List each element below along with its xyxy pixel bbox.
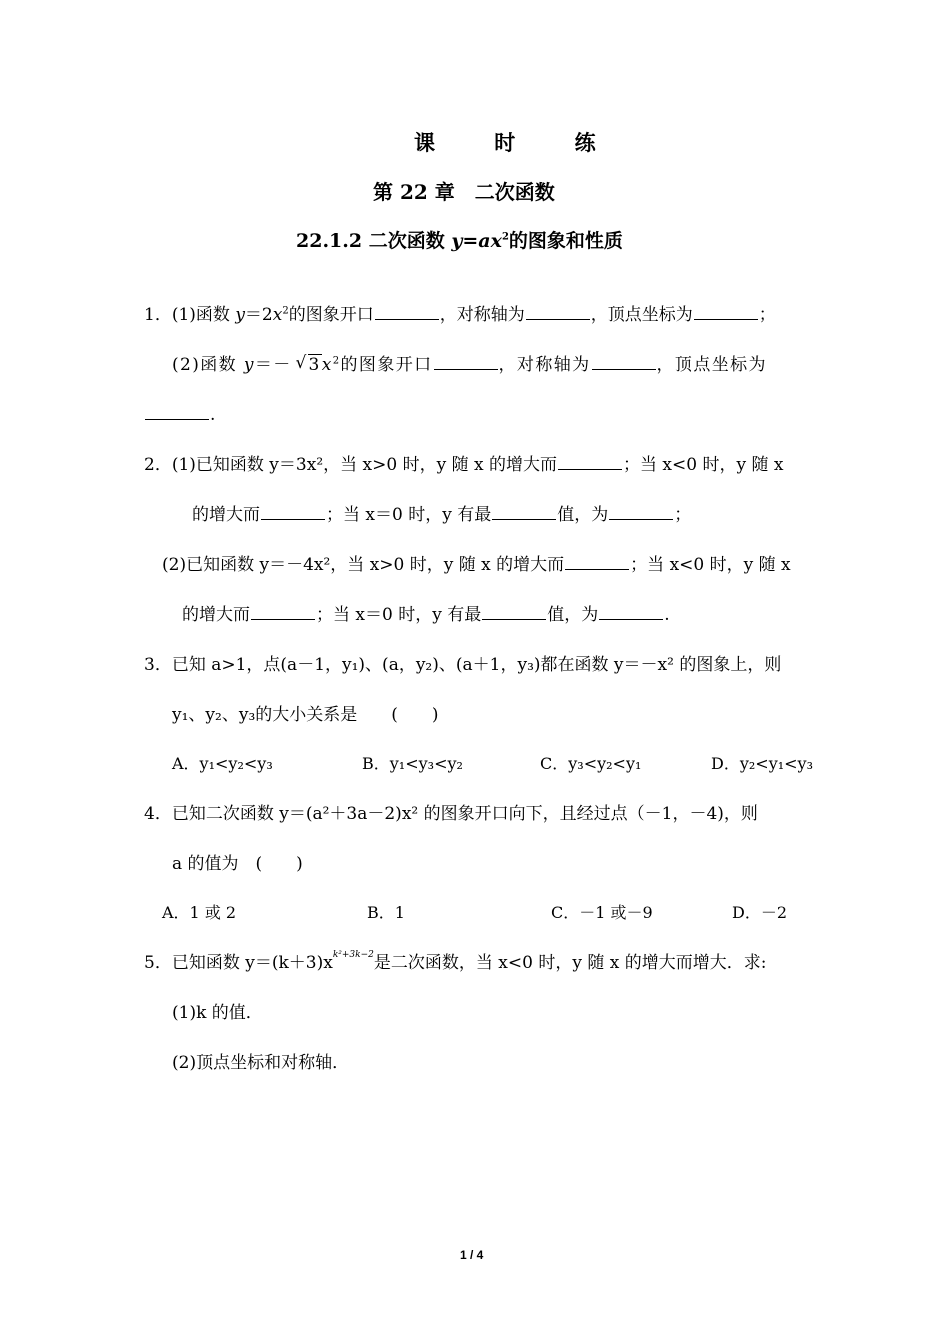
question-4-line-1	[144, 802, 758, 826]
question-5-line-2: (1)k 的值．	[172, 1003, 263, 1023]
option-a[interactable]: A．1 或 2	[162, 903, 237, 922]
text: a 的值为 ( )	[172, 854, 303, 874]
question-2-line-4	[182, 603, 670, 627]
text: (1)函数	[171, 305, 236, 325]
worksheet-title: 课 时 练	[414, 130, 622, 155]
text: .	[664, 605, 670, 625]
math-var: x	[321, 355, 333, 375]
math-var: y	[235, 305, 245, 325]
answer-blank[interactable]	[592, 354, 656, 370]
answer-blank[interactable]	[251, 604, 315, 620]
question-1-line-1: 1．(1)函数 $y=2x^2$的图象开口 ，对称轴为 ，顶点坐标为 ；	[144, 305, 776, 325]
answer-blank[interactable]	[261, 504, 325, 520]
question-number: 1．	[144, 305, 172, 325]
answer-blank[interactable]	[375, 304, 439, 320]
text: 已知二次函数 y＝(a²＋3a－2)x² 的图象开口向下，且经过点（－1，－4)，则	[171, 804, 758, 824]
text: 的增大而	[182, 605, 250, 625]
answer-blank[interactable]	[694, 304, 758, 320]
text: ，对称轴为	[498, 355, 591, 375]
question-5-line-1	[144, 951, 766, 975]
answer-blank[interactable]	[609, 504, 673, 520]
text: .	[210, 405, 216, 425]
question-number: 5．	[144, 953, 172, 973]
question-number: 3．	[144, 655, 172, 675]
section-number: 22.1.2 二次函数	[296, 230, 452, 252]
text: (1)已知函数 y＝3x²，当 x>0 时，y 随 x 的增大而	[171, 455, 557, 475]
option-b[interactable]: B．y₁<y₃<y₂	[362, 754, 463, 773]
text: 值，为	[557, 505, 609, 525]
option-a[interactable]: A．y₁<y₂<y₃	[172, 754, 273, 773]
page-number: 1 / 4	[460, 1248, 484, 1262]
answer-blank[interactable]	[565, 554, 629, 570]
answer-blank[interactable]	[599, 604, 663, 620]
answer-blank[interactable]	[558, 454, 622, 470]
text: ；	[674, 505, 692, 525]
option-d[interactable]: D．y₂<y₁<y₃	[711, 754, 814, 773]
text: 已知 a>1，点(a－1，y₁)、(a，y₂)、(a＋1，y₃)都在函数 y＝－x² 的图象上，则	[171, 655, 782, 675]
text: 的增大而	[192, 505, 260, 525]
section-title: 22.1.2 二次函数 $y=ax^2$的图象和性质	[296, 230, 623, 252]
section-suffix: 的图象和性质	[508, 230, 623, 252]
option-c[interactable]: C．－1 或－9	[551, 903, 653, 922]
text: ；	[758, 305, 776, 325]
chapter-title: 第 22 章 二次函数	[373, 180, 555, 204]
option-b[interactable]: B．1	[367, 903, 405, 922]
answer-blank[interactable]	[145, 404, 209, 420]
question-2-line-2	[192, 503, 691, 527]
math-var: x	[272, 305, 283, 325]
text: y₁、y₂、y₃的大小关系是 ( )	[172, 705, 439, 725]
question-2-line-1	[144, 453, 783, 477]
text: 是二次函数，当 x<0 时，y 随 x 的增大而增大．求:	[373, 953, 767, 973]
answer-blank[interactable]	[492, 504, 556, 520]
question-2-line-3	[162, 553, 791, 577]
text: ；当 x＝0 时，y 有最	[316, 605, 482, 625]
question-1-line-2: (2)函数 y＝－ √ $3x^2$的图象开口 ，对称轴为 ，顶点坐标为	[172, 353, 767, 377]
text: (2)已知函数 y＝－4x²，当 x>0 时，y 随 x 的增大而	[162, 555, 565, 575]
text: 已知函数 y＝(k＋3)x	[171, 953, 333, 973]
text: ＝2	[244, 305, 273, 325]
text: 的图象开口	[340, 355, 433, 375]
section-function: y=ax	[451, 230, 502, 252]
text: ，顶点坐标为	[590, 305, 693, 325]
question-3-line-1	[144, 653, 781, 677]
question-4-line-2	[172, 852, 303, 876]
text: 值，为	[547, 605, 599, 625]
text: ＝－	[254, 355, 292, 375]
text: ，对称轴为	[439, 305, 525, 325]
question-5-line-3: (2)顶点坐标和对称轴．	[172, 1053, 350, 1073]
text: ；当 x<0 时，y 随 x	[630, 555, 791, 575]
question-number: 4．	[144, 804, 172, 824]
answer-blank[interactable]	[482, 604, 546, 620]
option-c[interactable]: C．y₃<y₂<y₁	[540, 754, 642, 773]
text: ；当 x＝0 时，y 有最	[326, 505, 492, 525]
text: ，顶点坐标为	[656, 355, 767, 375]
question-3-line-2	[172, 703, 439, 727]
math-var: y	[243, 355, 255, 375]
text: (2)函数	[172, 355, 244, 375]
question-number: 2．	[144, 455, 172, 475]
answer-blank[interactable]	[434, 354, 498, 370]
question-1-line-3	[144, 403, 215, 427]
square-root	[299, 353, 322, 377]
option-d[interactable]: D．－2	[732, 903, 788, 922]
text: 3	[308, 355, 321, 375]
answer-blank[interactable]	[526, 304, 590, 320]
text: 的图象开口	[288, 305, 374, 325]
text: ；当 x<0 时，y 随 x	[623, 455, 784, 475]
exponent: k²+3k−2	[332, 950, 374, 961]
